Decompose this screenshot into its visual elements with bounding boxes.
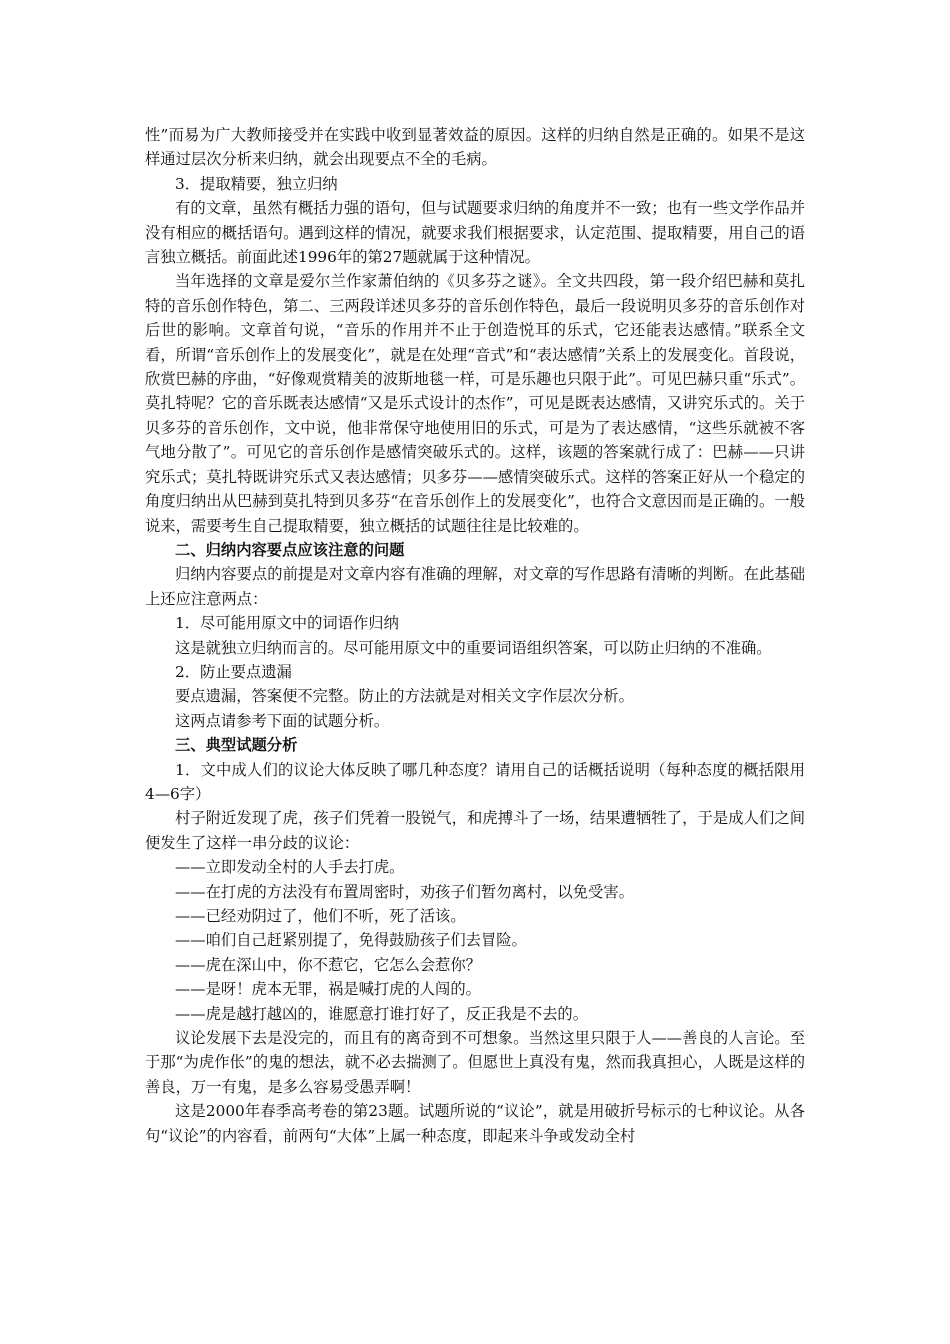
paragraph-5: 这是就独立归纳而言的。尽可能用原文中的重要词语组织答案，可以防止归纳的不准确。 <box>175 638 772 657</box>
section-heading-3: 三、典型试题分析 <box>175 736 298 755</box>
quote-line-2: ——在打虎的方法没有布置周密时，劝孩子们暂勿离村，以免受害。 <box>175 882 634 901</box>
paragraph-8: 村子附近发现了虎，孩子们凭着一股锐气，和虎搏斗了一场，结果遭牺牲了，于是成人们之间便发生了这样一串分歧的议论： <box>145 809 805 852</box>
paragraph-2: 有的文章，虽然有概括力强的语句，但与试题要求归纳的角度并不一致；也有一些文学作品并没有相应的概括语句。遇到这样的情况，就要求我们根据要求，认定范围、提取精要，用自己的语言独立概括。前面此述1996年的第27题就属于这种情况。 <box>145 199 805 267</box>
quote-line-7: ——虎是越打越凶的，谁愿意打谁打好了，反正我是不去的。 <box>175 1004 589 1023</box>
subheading-1: 1．尽可能用原文中的词语作归纳 <box>175 614 399 633</box>
quote-line-5: ——虎在深山中，你不惹它，它怎么会惹你？ <box>175 955 481 974</box>
quote-line-6: ——是呀！虎本无罪，祸是喊打虎的人闯的。 <box>175 980 481 999</box>
quote-line-4: ——咱们自己赶紧别提了，免得鼓励孩子们去冒险。 <box>175 931 527 950</box>
heading-3: 3．提取精要，独立归纳 <box>175 174 338 193</box>
paragraph-1: 性”而易为广大教师接受并在实践中收到显著效益的原因。这样的归纳自然是正确的。如果不是这样通过层次分析来归纳，就会出现要点不全的毛病。 <box>145 126 805 169</box>
paragraph-4: 归纳内容要点的前提是对文章内容有准确的理解，对文章的写作思路有清晰的判断。在此基础上还应注意两点： <box>145 565 805 608</box>
paragraph-9: 议论发展下去是没完的，而且有的离奇到不可想象。当然这里只限于人——善良的人言论。至于那“为虎作伥”的鬼的想法，就不必去揣测了。但愿世上真没有鬼，然而我真担心，人既是这样的善良，万一有鬼，是多么容易受愚弄啊！ <box>145 1029 805 1096</box>
paragraph-3: 当年选择的文章是爱尔兰作家萧伯纳的《贝多芬之谜》。全文共四段，第一段介绍巴赫和莫扎特的音乐创作特色，第二、三两段详述贝多芬的音乐创作特色，最后一段说明贝多芬的音乐创作对后世的影响。文章首句说，“音乐的作用并不止于创造悦耳的乐式，它还能表达感情。”联系全文看，所谓“音乐创作上的发展变化”，就是在处理“音式”和“表达感情”关系上的发展变化。首段说，欣赏巴赫的序曲，“好像观赏精美的波斯地毯一样，可是乐趣也只限于此”。可见巴赫只重“乐式”。莫扎特呢？它的音乐既表达感情“又是乐式设计的杰作”，可见是既表达感情，又讲究乐式的。关于贝多芬的音乐创作，文中说，他非常保守地使用旧的乐式，可是为了表达感情，“这些乐就被不客气地分散了”。可见它的音乐创作是感情突破乐式的。这样，该题的答案就行成了：巴赫——只讲究乐式；莫扎特既讲究乐式又表达感情；贝多芬——感情突破乐式。这样的答案正好从一个稳定的角度归纳出从巴赫到莫扎特到贝多芬“在音乐创作上的发展变化”，也符合文意因而是正确的。一般说来，需要考生自己提取精要，独立概括的试题往往是比较难的。 <box>145 272 805 535</box>
section-heading-2: 二、归纳内容要点应该注意的问题 <box>175 540 405 559</box>
paragraph-7: 这两点请参考下面的试题分析。 <box>175 711 390 730</box>
quote-line-1: ——立即发动全村的人手去打虎。 <box>175 858 405 877</box>
paragraph-6: 要点遗漏，答案便不完整。防止的方法就是对相关文字作层次分析。 <box>175 687 634 706</box>
question-1: 1．文中成人们的议论大体反映了哪几种态度？请用自己的话概括说明（每种态度的概括限用4—6字） <box>145 760 805 803</box>
quote-line-3: ——已经劝阴过了，他们不听，死了活该。 <box>175 907 466 925</box>
paragraph-10: 这是2000年春季高考卷的第23题。试题所说的“议论”，就是用破折号标示的七种议论。从各句“议论”的内容看，前两句“大体”上属一种态度，即起来斗争或发动全村 <box>145 1102 805 1145</box>
document-page <box>145 123 805 1148</box>
subheading-2: 2．防止要点遗漏 <box>175 662 292 681</box>
